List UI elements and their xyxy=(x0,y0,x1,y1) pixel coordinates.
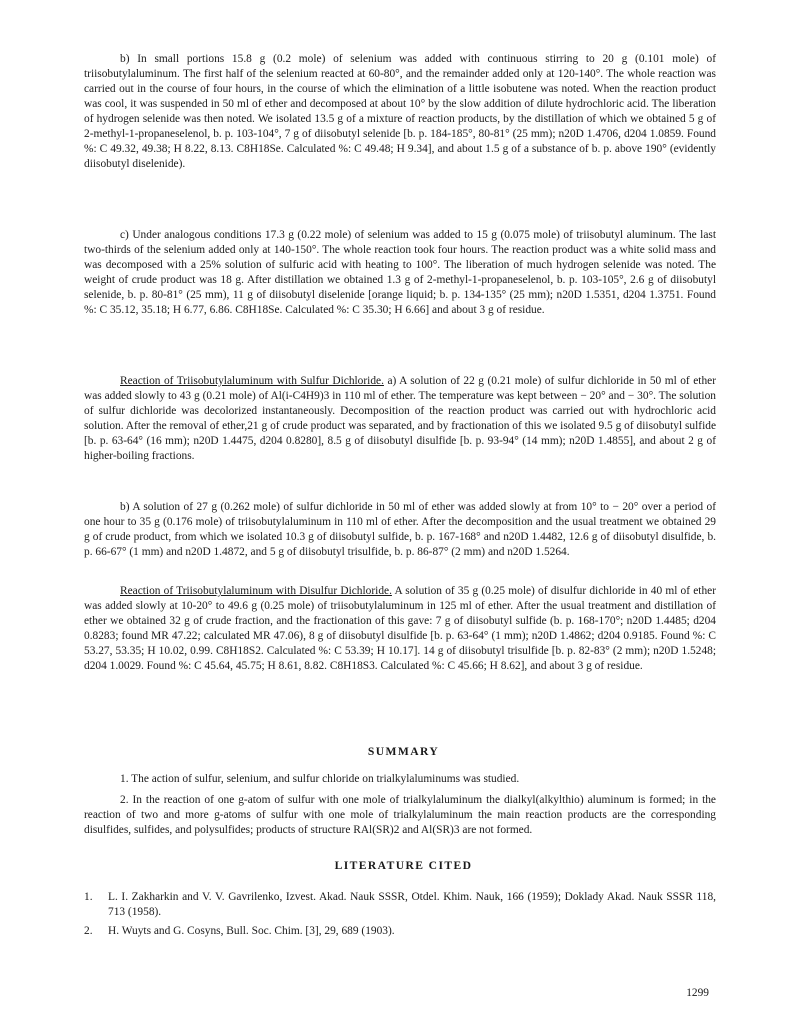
summary-list xyxy=(84,772,716,844)
paragraph-selenium-b: b) In small portions 15.8 g (0.2 mole) of selenium was added with continuous stirring to 20 g (0.101 mole) of triisobutylaluminum. The first half of the selenium reacted at 60-80°, and the remainder added only at 120-140°. The whole reaction was carried out in the course of four hours, in the course of which the elimination of a little isobutene was noted. When the reaction product was cool, it was suspended in 50 ml of ether and decomposed at about 10° by the slow addition of dilute hydrochloric acid. The liberation of hydrogen selenide was then noted. We isolated 13.5 g of a mixture of reaction products, by the distillation of which we obtained 5 g of 2-methyl-1-propaneselenol, b. p. 103-104°, 7 g of diisobutyl selenide [b. p. 184-185°, 80-81° (25 mm); n20D 1.4706, d204 1.0859. Found %: C 49.32, 49.38; H 8.22, 8.13. C8H18Se. Calculated %: C 49.48; H 9.34], and about 1.5 g of a substance of b. p. above 190° (evidently diisobutyl diselenide). xyxy=(84,53,716,170)
paragraph-text: a) A solution of 22 g (0.21 mole) of sulfur dichloride in 50 ml of ether was added slowly to 43 g (0.21 mole) of Al(i-C4H9)3 in 110 ml of ether. The temperature was kept between − 20° and − 30°. The solution of sulfur dichloride was decolorized instantaneously. Decomposition of the reaction product was carried out with hydrochloric acid solution. After the removal of ether,21 g of crude product was separated, and by fractionation of this we isolated 9.5 g of diisobutyl sulfide [b. p. 63-64° (16 mm); n20D 1.4475, d204 0.8280], 8.5 g of diisobutyl disulfide [b. p. 93-94° (14 mm); n20D 1.4855], and about 2 g of higher-boiling fractions. xyxy=(84,375,716,462)
reference-text: H. Wuyts and G. Cosyns, Bull. Soc. Chim. [3], 29, 689 (1903). xyxy=(108,925,395,937)
paragraph-sulfur-dichloride-a xyxy=(84,374,716,464)
reference-list xyxy=(84,890,716,943)
paragraph-disulfur-dichloride xyxy=(84,584,716,674)
reference-item xyxy=(84,890,716,920)
paragraph-selenium-c: c) Under analogous conditions 17.3 g (0.22 mole) of selenium was added to 15 g (0.075 mole) of triisobutyl aluminum. The last two-thirds of the selenium added only at 140-150°. The whole reaction took four hours. The reaction product was a white solid mass and was decomposed with a 25% solution of sulfuric acid with heating to 100°. The liberation of much hydrogen selenide was noted. The weight of crude product was 18 g. After distillation we obtained 1.3 g of 2-methyl-1-propaneselenol, b. p. 103-105°, 2.6 g of diisobutyl selenide, b. p. 80-81° (25 mm), 11 g of diisobutyl diselenide [orange liquid; b. p. 134-135° (25 mm); n20D 1.5351, d204 1.3751. Found %: C 35.12, 35.18; H 6.77, 6.86. C8H18Se. Calculated %: C 35.30; H 6.66] and about 3 g of residue. xyxy=(84,229,716,316)
reference-number: 2. xyxy=(84,925,93,937)
summary-item: 2. In the reaction of one g-atom of sulfur with one mole of trialkylaluminum the dialkyl(alkylthio) aluminum is formed; in the reaction of two and more g-atoms of sulfur with one mole of trialkylaluminum the main reaction products are the corresponding disulfides, sulfides, and polysulfides; products of structure RAl(SR)2 and Al(SR)3 are not formed. xyxy=(84,794,716,836)
page-number: 1299 xyxy=(686,987,709,999)
literature-heading: LITERATURE CITED xyxy=(334,859,473,872)
paragraph-sulfur-dichloride-b: b) A solution of 27 g (0.262 mole) of sulfur dichloride in 50 ml of ether was added slowly at from 10° to − 20° over a period of one hour to 35 g (0.176 mole) of triisobutylaluminum in 110 ml of ether. After the decomposition and the usual treatment we obtained 29 g of crude product, from which we isolated 10.3 g of diisobutyl sulfide, b. p. 167-168° and n20D 1.4482, 12.6 g of diisobutyl disulfide, b. p. 66-67° (1 mm) and n20D 1.4872, and 5 g of diisobutyl trisulfide, b. p. 86-87° (2 mm) and n20D 1.5264. xyxy=(84,501,716,558)
summary-item: 1. The action of sulfur, selenium, and sulfur chloride on trialkylaluminums was studied. xyxy=(120,773,520,785)
summary-heading: SUMMARY xyxy=(367,745,440,758)
section-heading-disulfur-dichloride: Reaction of Triisobutylaluminum with Disulfur Dichloride. xyxy=(120,585,392,597)
section-heading-sulfur-dichloride: Reaction of Triisobutylaluminum with Sulfur Dichloride. xyxy=(120,375,384,387)
reference-number: 1. xyxy=(84,891,93,903)
paragraph-text: A solution of 35 g (0.25 mole) of disulfur dichloride in 40 ml of ether was added slowly at 10-20° to 49.6 g (0.25 mole) of triisobutylaluminum in 125 ml of ether. After the usual treatment and distillation of ether we obtained 32 g of crude fraction, and the fractionation of this gave: 7 g of diisobutyl sulfide (b. p. 168-170°; n20D 1.4485; d204 0.8283; found MR 47.22; calculated MR 47.06), 8 g of diisobutyl disulfide [b. p. 63-64° (1 mm); n20D 1.4862; d204 0.9185. Found %: C 53.27, 53.35; H 10.02, 0.99. C8H18S2. Calculated %: C 53.39; H 10.17]. 14 g of diisobutyl trisulfide [b. p. 82-83° (2 mm); n20D 1.5248; d204 1.0029. Found %: C 45.64, 45.75; H 8.61, 8.82. C8H18S3. Calculated %: C 45.66; H 8.62], and about 3 g of residue. xyxy=(84,585,716,672)
reference-item xyxy=(84,924,716,939)
reference-text: L. I. Zakharkin and V. V. Gavrilenko, Izvest. Akad. Nauk SSSR, Otdel. Khim. Nauk, 166 (1959); Doklady Akad. Nauk SSSR 118, 713 (1958). xyxy=(108,891,716,918)
